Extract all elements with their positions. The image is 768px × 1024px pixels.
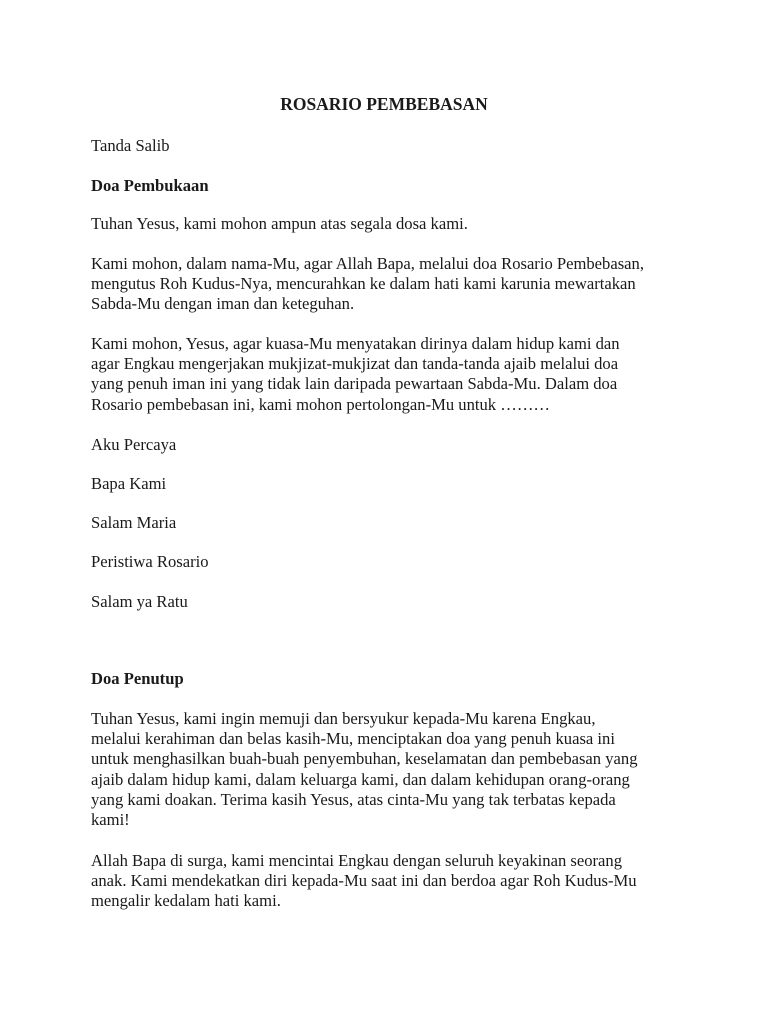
paragraph-line: anak. Kami mendekatkan diri kepada-Mu saat ini dan berdoa agar Roh Kudus-Mu	[91, 871, 637, 891]
paragraph-line: Kami mohon, dalam nama-Mu, agar Allah Bapa, melalui doa Rosario Pembebasan,	[91, 254, 644, 273]
paragraph-line: Rosario pembebasan ini, kami mohon pertolongan-Mu untuk ………	[91, 394, 551, 414]
paragraph-line: Sabda-Mu dengan iman dan keteguhan.	[91, 294, 355, 314]
paragraph-line: mengalir kedalam hati kami.	[91, 891, 281, 911]
prayer-salam-ya-ratu: Salam ya Ratu	[91, 592, 188, 611]
document-title: ROSARIO PEMBEBASAN	[280, 94, 488, 114]
doa-pembukaan-heading: Doa Pembukaan	[91, 176, 209, 195]
paragraph-line: Allah Bapa di surga, kami mencintai Engkau dengan seluruh keyakinan seorang	[91, 851, 622, 870]
paragraph-line: ajaib dalam hidup kami, dalam keluarga kami, dan dalam kehidupan orang-orang	[91, 769, 630, 789]
prayer-bapa-kami: Bapa Kami	[91, 474, 167, 493]
paragraph-line: Tuhan Yesus, kami ingin memuji dan bersyukur kepada-Mu karena Engkau,	[91, 709, 596, 728]
paragraph-line: kami!	[91, 810, 130, 830]
prayer-peristiwa-rosario: Peristiwa Rosario	[91, 552, 209, 571]
tanda-salib-text: Tanda Salib	[91, 136, 170, 155]
paragraph-line: agar Engkau mengerjakan mukjizat-mukjizat dan tanda-tanda ajaib melalui doa	[91, 354, 619, 374]
doa-penutup-paragraph-1	[91, 709, 691, 830]
paragraph-line: untuk menghasilkan buah-buah penyembuhan, keselamatan dan pembebasan yang	[91, 749, 638, 769]
prayer-aku-percaya: Aku Percaya	[91, 435, 177, 454]
doa-penutup-heading: Doa Penutup	[91, 669, 184, 688]
paragraph-line: Kami mohon, Yesus, agar kuasa-Mu menyatakan dirinya dalam hidup kami dan	[91, 334, 620, 353]
paragraph-line: mengutus Roh Kudus-Nya, mencurahkan ke dalam hati kami karunia mewartakan	[91, 274, 636, 294]
paragraph-line: melalui kerahiman dan belas kasih-Mu, menciptakan doa yang penuh kuasa ini	[91, 729, 615, 749]
doa-pembukaan-paragraph-1: Tuhan Yesus, kami mohon ampun atas segala dosa kami.	[91, 214, 468, 233]
paragraph-line: yang kami doakan. Terima kasih Yesus, atas cinta-Mu yang tak terbatas kepada	[91, 789, 616, 809]
prayer-salam-maria: Salam Maria	[91, 513, 177, 532]
doa-penutup-paragraph-2	[91, 851, 691, 912]
doa-pembukaan-paragraph-3	[91, 334, 691, 415]
paragraph-line: yang penuh iman ini yang tidak lain daripada pewartaan Sabda-Mu. Dalam doa	[91, 374, 618, 394]
doa-pembukaan-paragraph-2	[91, 254, 691, 315]
